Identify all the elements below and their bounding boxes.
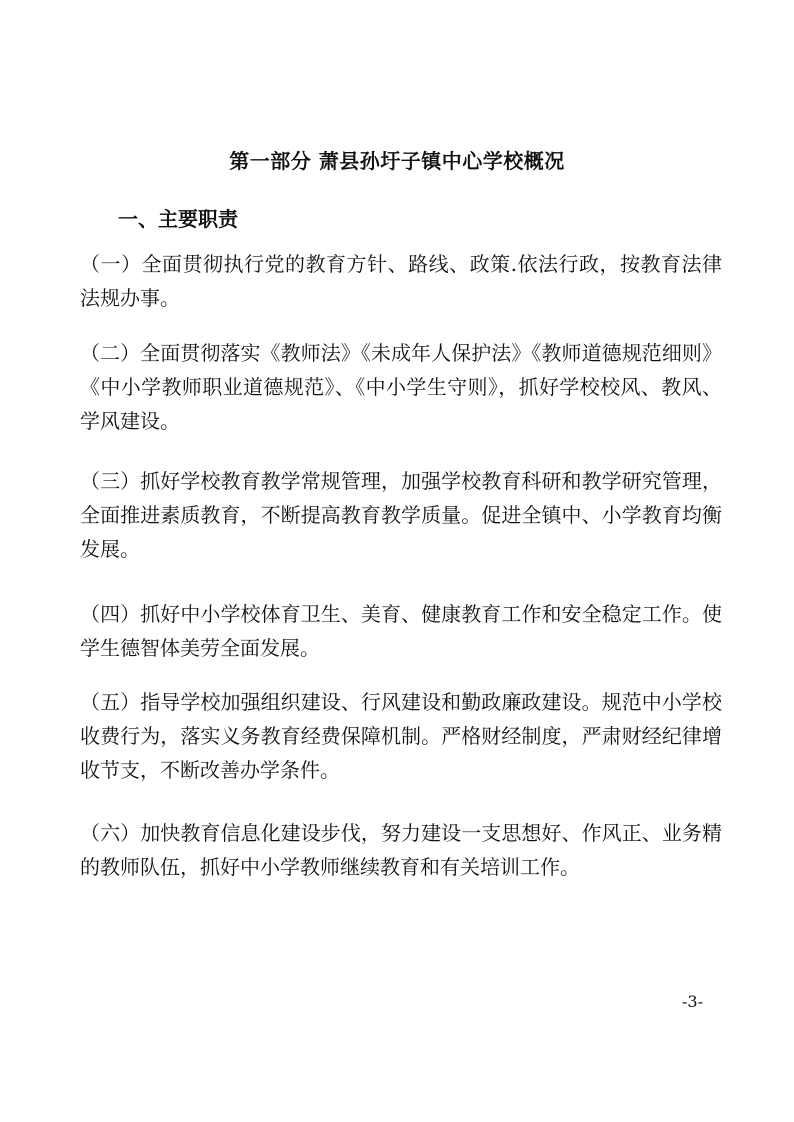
duty-paragraph-4: （四）抓好中小学校体育卫生、美育、健康教育工作和安全稳定工作。使学生德智体美劳全面发展。 bbox=[80, 602, 722, 660]
section-heading-main-duties: 一、主要职责 bbox=[118, 207, 238, 231]
duty-paragraph-6: （六）加快教育信息化建设步伐，努力建设一支思想好、作风正、业务精的教师队伍，抓好中小学教师继续教育和有关培训工作。 bbox=[80, 821, 722, 879]
page-title: 第一部分 萧县孙圩子镇中心学校概况 bbox=[229, 149, 565, 173]
page-number: -3- bbox=[682, 992, 703, 1011]
duty-paragraph-2: （二）全面贯彻落实《教师法》《未成年人保护法》《教师道德规范细则》《中小学教师职业道德规范》、《中小学生守则》，抓好学校校风、教风、学风建设。 bbox=[80, 341, 722, 433]
duty-paragraph-5: （五）指导学校加强组织建设、行风建设和勤政廉政建设。规范中小学校收费行为，落实义务教育经费保障机制。严格财经制度，严肃财经纪律增收节支，不断改善办学条件。 bbox=[80, 690, 722, 782]
duty-paragraph-1: （一）全面贯彻执行党的教育方针、路线、政策.依法行政，按教育法律法规办事。 bbox=[80, 252, 722, 310]
duty-paragraph-3: （三）抓好学校教育教学常规管理，加强学校教育科研和教学研究管理，全面推进素质教育，不断提高教育教学质量。促进全镇中、小学教育均衡发展。 bbox=[80, 469, 722, 561]
